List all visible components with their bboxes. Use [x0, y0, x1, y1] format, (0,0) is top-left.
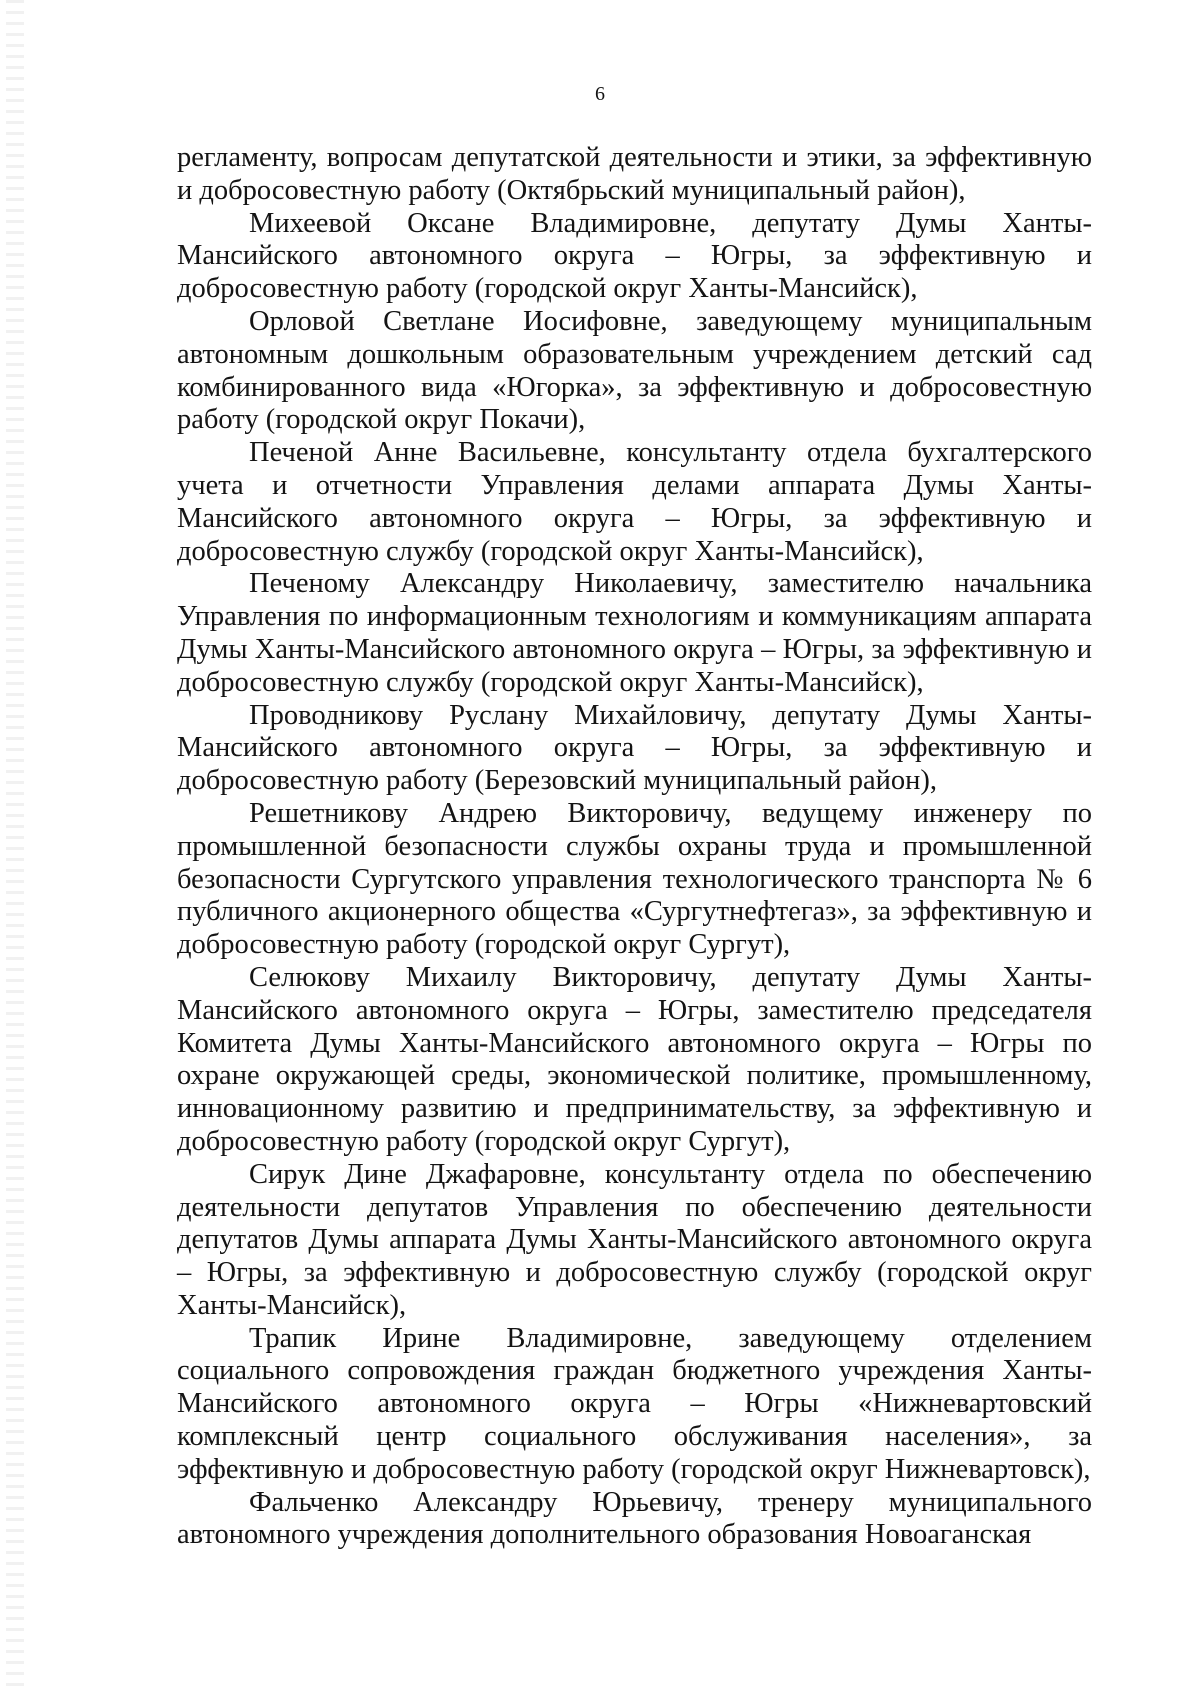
paragraph-reshetnikov: Решетникову Андрею Викторовичу, ведущему инженеру по промышленной безопасности службы охраны труда и промышленной безопасности Сургутского управления технологического транспорта № 6 публичного акционерного общества «Сургутнефтегаз», за эффективную и добросовестную работу (городской округ Сургут),: [177, 797, 1092, 961]
paragraph-mikheeva: Михеевой Оксане Владимировне, депутату Думы Ханты-Мансийского автономного округа – Югры, за эффективную и добросовестную работу (городской округ Ханты-Мансийск),: [177, 207, 1092, 305]
page-number: 6: [595, 83, 605, 105]
paragraph-provodnikov: Проводникову Руслану Михайловичу, депутату Думы Ханты-Мансийского автономного округа – Югры, за эффективную и добросовестную работу (Березовский муниципальный район),: [177, 699, 1092, 797]
paragraph-continued: регламенту, вопросам депутатской деятельности и этики, за эффективную и добросовестную работу (Октябрьский муниципальный район),: [177, 142, 1092, 206]
paragraph-pechenaya: Печеной Анне Васильевне, консультанту отдела бухгалтерского учета и отчетности Управления делами аппарата Думы Ханты-Мансийского автономного округа – Югры, за эффективную и добросовестную службу (городской округ Ханты-Мансийск),: [177, 437, 1092, 567]
scan-edge-artifact: [6, 0, 24, 1686]
paragraph-pechenyi: Печеному Александру Николаевичу, заместителю начальника Управления по информационным технологиям и коммуникациям аппарата Думы Ханты-Мансийского автономного округа – Югры, за эффективную и добросовестную службу (городской округ Ханты-Мансийск),: [177, 568, 1092, 698]
document-body: [177, 142, 1092, 1552]
paragraph-trapik: Трапик Ирине Владимировне, заведующему отделением социального сопровождения граждан бюджетного учреждения Ханты-Мансийского автономного округа – Югры «Нижневартовский комплексный центр социального обслуживания населения», за эффективную и добросовестную работу (городской округ Нижневартовск),: [177, 1322, 1092, 1485]
paragraph-selyukov: Селюкову Михаилу Викторовичу, депутату Думы Ханты-Мансийского автономного округа – Югры, заместителю председателя Комитета Думы Ханты-Мансийского автономного округа – Югры по охране окружающей среды, экономической политике, промышленному, инновационному развитию и предпринимательству, за эффективную и добросовестную работу (городской округ Сургут),: [177, 961, 1092, 1157]
paragraph-orlova: Орловой Светлане Иосифовне, заведующему муниципальным автономным дошкольным образовательным учреждением детский сад комбинированного вида «Югорка», за эффективную и добросовестную работу (городской округ Покачи),: [177, 305, 1092, 436]
paragraph-falchenko: Фальченко Александру Юрьевичу, тренеру муниципального автономного учреждения дополнительного образования Новоаганская: [177, 1486, 1092, 1551]
paragraph-siruk: Сирук Дине Джафаровне, консультанту отдела по обеспечению деятельности депутатов Управления по обеспечению деятельности депутатов Думы аппарата Думы Ханты-Мансийского автономного округа – Югры, за эффективную и добросовестную службу (городской округ Ханты-Мансийск),: [177, 1158, 1092, 1321]
